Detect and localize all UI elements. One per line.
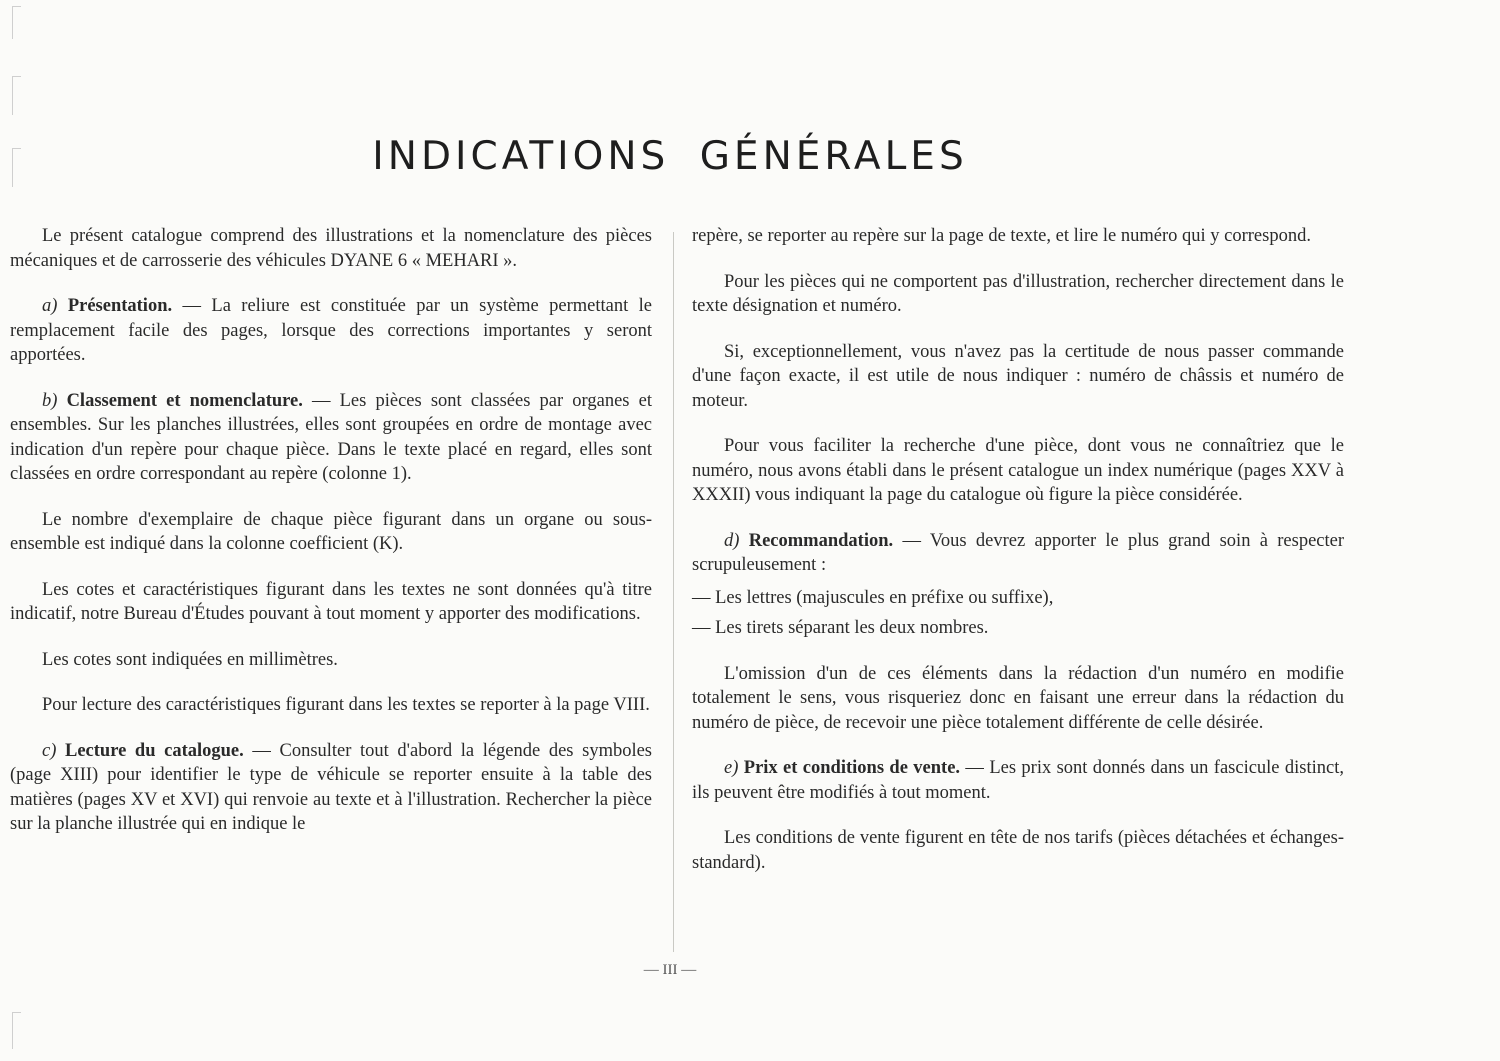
paragraph-index: Pour vous faciliter la recherche d'une pièce, dont vous ne connaîtriez que le numéro, nous avons établi dans le présent catalogue un index numérique (pages XXV à XXXII) vous indiquant la page du catalogue où figure la pièce considérée. xyxy=(692,436,1344,505)
section-label: e) xyxy=(724,758,739,778)
paragraph-repere: repère, se reporter au repère sur la page de texte, et lire le numéro qui y correspond. xyxy=(692,226,1311,246)
list-item: — Les tirets séparant les deux nombres. xyxy=(692,618,989,638)
right-column xyxy=(692,224,1344,896)
section-text: — La reliure est constituée par un système permettant le remplacement facile des pages, lorsque des corrections importantes y seront apportées. xyxy=(10,296,652,365)
column-divider xyxy=(673,232,674,952)
left-column xyxy=(10,224,652,858)
binding-mark xyxy=(12,76,21,115)
paragraph-omission: L'omission d'un de ces éléments dans la rédaction d'un numéro en modifie totalement le sens, vous risqueriez donc en faisant une erreur dans la rédaction du numéro de pièce, de recevoir une pièce totalement différente de celle désirée. xyxy=(692,663,1344,733)
binding-mark xyxy=(12,6,21,39)
section-label: d) xyxy=(724,530,740,551)
section-text: — Les prix sont donnés dans un fascicule distinct, ils peuvent être modifiés à tout moment. xyxy=(692,758,1344,803)
section-text: — Les pièces sont classées par organes et ensembles. Sur les planches illustrées, elles sont groupées en ordre de montage avec indication d'un repère pour chaque pièce. Dans le texte placé en regard, elles sont classées en ordre correspondant au repère (colonne 1). xyxy=(10,390,652,484)
paragraph-cotes: Les cotes et caractéristiques figurant dans les textes ne sont données qu'à titre indicatif, notre Bureau d'Études pouvant à tout moment y apporter des modifications. xyxy=(10,579,652,624)
paragraph-millimetres: Les cotes sont indiquées en millimètres. xyxy=(42,649,338,670)
section-heading: Classement et nomenclature. xyxy=(66,390,303,411)
paragraph-lecture-catalogue xyxy=(10,739,652,837)
section-label: a) xyxy=(42,296,58,316)
page-number: — III — xyxy=(643,962,697,978)
paragraph-prix xyxy=(692,756,1344,805)
binding-mark xyxy=(12,1012,21,1049)
paragraph-classement xyxy=(10,389,652,487)
paragraph-intro: Le présent catalogue comprend des illustrations et la nomenclature des pièces mécaniques et de carrosserie des véhicules DYANE 6 « MEHARI ». xyxy=(10,226,652,271)
binding-mark xyxy=(12,148,21,187)
paragraph-sans-illustration: Pour les pièces qui ne comportent pas d'illustration, rechercher directement dans le texte désignation et numéro. xyxy=(692,271,1344,316)
page-title: INDICATIONS GÉNÉRALES xyxy=(372,134,968,180)
section-label: c) xyxy=(42,740,57,761)
section-heading: Présentation. xyxy=(67,296,173,316)
section-heading: Prix et conditions de vente. xyxy=(743,758,961,778)
section-heading: Recommandation. xyxy=(748,530,894,551)
paragraph-lecture-caracteristiques: Pour lecture des caractéristiques figurant dans les textes se reporter à la page VIII. xyxy=(42,695,650,715)
paragraph-conditions: Les conditions de vente figurent en tête de nos tarifs (pièces détachées et échanges-standard). xyxy=(692,828,1344,873)
paragraph-exceptionnellement: Si, exceptionnellement, vous n'avez pas la certitude de nous passer commande d'une façon exacte, il est utile de nous indiquer : numéro de châssis et numéro de moteur. xyxy=(692,341,1344,411)
section-heading: Lecture du catalogue. xyxy=(65,740,244,761)
paragraph-presentation xyxy=(10,294,652,368)
paragraph-coefficient: Le nombre d'exemplaire de chaque pièce figurant dans un organe ou sous-ensemble est indiqué dans la colonne coefficient (K). xyxy=(10,509,652,554)
section-text: — Consulter tout d'abord la légende des symboles (page XIII) pour identifier le type de véhicule se reporter ensuite à la table des matières (pages XV et XVI) qui renvoie au texte et à l'illustration. Rechercher la pièce sur la planche illustrée qui en indique le xyxy=(10,740,653,834)
list-item: — Les lettres (majuscules en préfixe ou suffixe), xyxy=(692,587,1054,608)
section-text: — Vous devrez apporter le plus grand soin à respecter scrupuleusement : xyxy=(692,530,1345,575)
paragraph-recommandation xyxy=(692,529,1344,578)
section-label: b) xyxy=(42,390,58,411)
